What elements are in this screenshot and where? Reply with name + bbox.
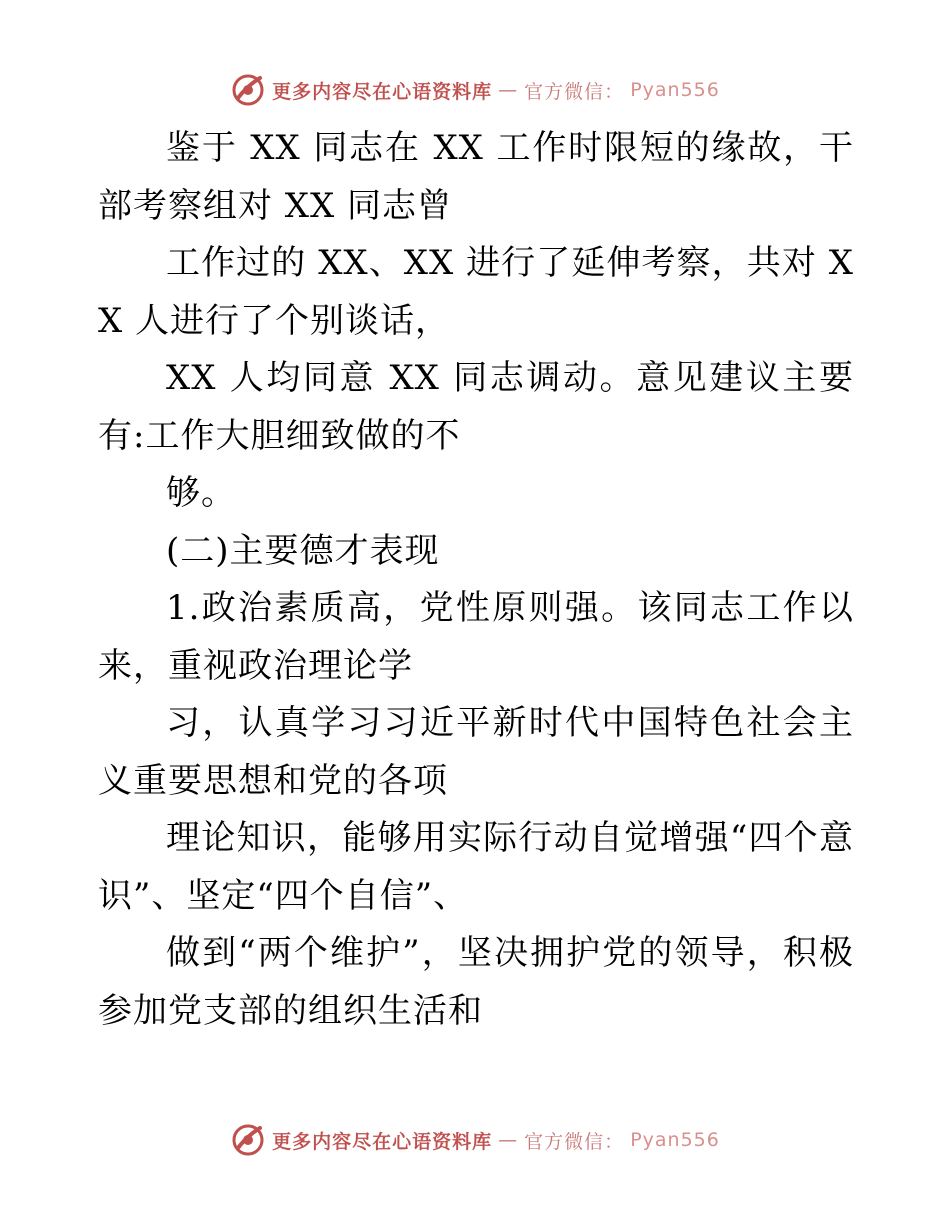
paragraph: 做到“两个维护”，坚决拥护党的领导，积极参加党支部的组织生活和 [98,933,854,1031]
paragraph: 鉴于 XX 同志在 XX 工作时限短的缘故，干部考察组对 XX 同志曾 [98,128,854,226]
paragraph: 够。 [166,473,236,513]
header-watermark [0,70,950,110]
paragraph: 1.政治素质高，党性原则强。该同志工作以来，重视政治理论学 [98,588,854,686]
paragraph: 工作过的 XX、XX 进行了延伸考察，共对 XX 人进行了个别谈话， [98,243,854,341]
paragraph: XX 人均同意 XX 同志调动。意见建议主要有:工作大胆细致做的不 [98,358,854,456]
watermark-dash: — [498,1129,519,1151]
watermark-wechat-label: 官方微信： [524,80,625,103]
watermark-wechat-label: 官方微信： [524,1130,625,1153]
watermark-brand-text: 更多内容尽在心语资料库 [272,80,493,103]
watermark-wechat-id: Pyan556 [630,79,720,101]
watermark-dash: — [498,79,519,101]
ink-brush-circle-icon [230,1122,266,1158]
watermark-wechat-id: Pyan556 [630,1129,720,1151]
document-body [98,120,854,1040]
paragraph: 习，认真学习习近平新时代中国特色社会主义重要思想和党的各项 [98,703,854,801]
section-heading: (二)主要德才表现 [166,530,440,571]
paragraph: 理论知识，能够用实际行动自觉增强“四个意识”、坚定“四个自信”、 [98,818,854,916]
watermark-brand-text: 更多内容尽在心语资料库 [272,1130,493,1153]
footer-watermark [0,1120,950,1160]
ink-brush-circle-icon [230,72,266,108]
